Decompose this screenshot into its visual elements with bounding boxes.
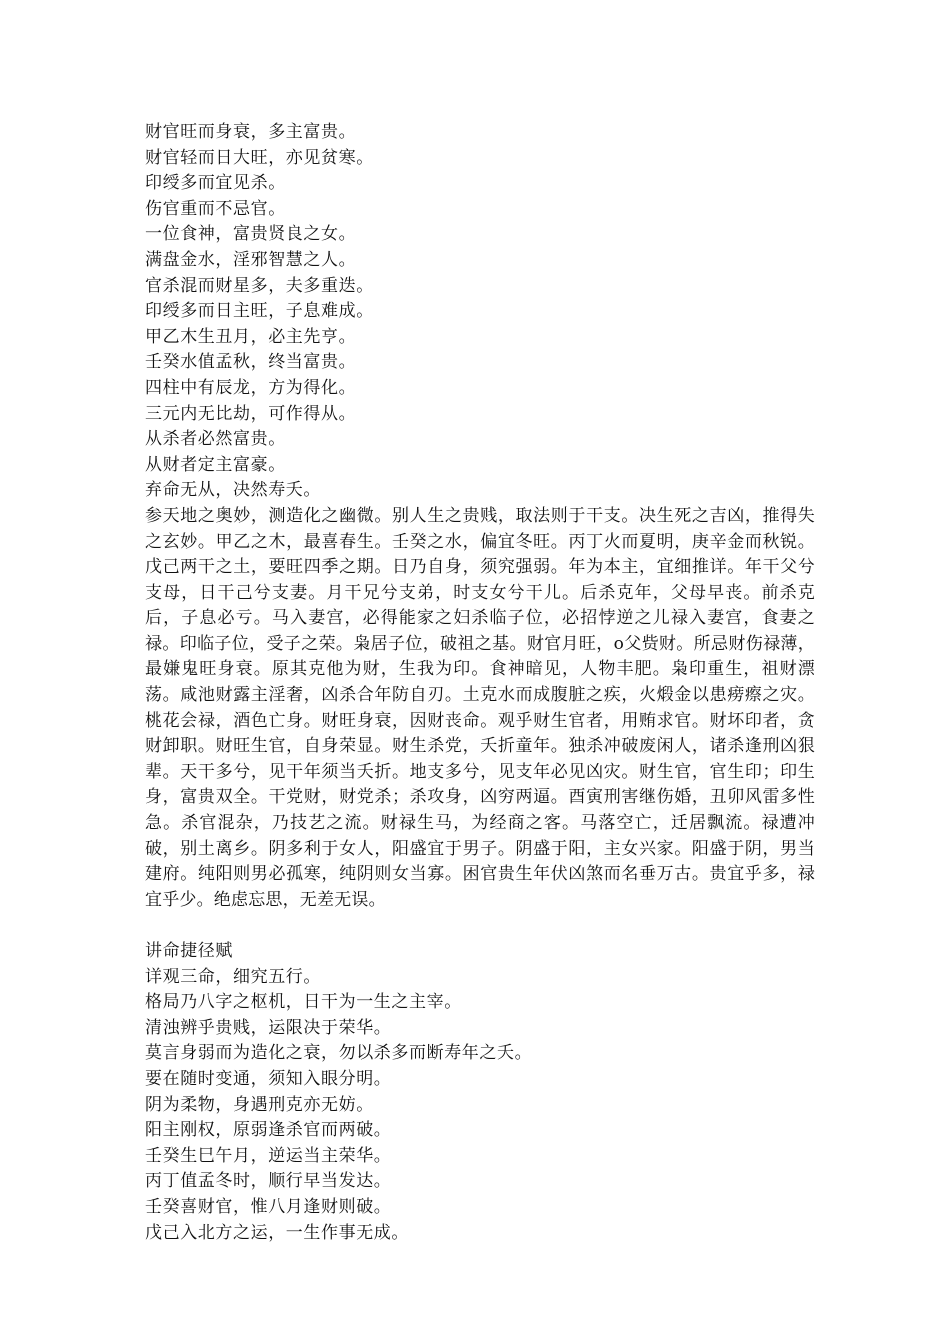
verse-line: 格局乃八字之枢机，日干为一生之主宰。 xyxy=(145,992,462,1013)
verse-line: 丙丁值孟冬时，顺行早当发达。 xyxy=(145,1171,392,1192)
verse-line: 清浊辨乎贵贱，运限决于荣华。 xyxy=(145,1017,392,1038)
verse-line: 阳主刚权，原弱逢杀官而两破。 xyxy=(145,1120,392,1141)
document-page xyxy=(145,120,815,1246)
verse-line: 印绶多而日主旺，子息难成。 xyxy=(145,301,374,322)
verse-line: 详观三命，细究五行。 xyxy=(145,966,321,987)
verse-line: 莫言身弱而为造化之衰，勿以杀多而断寿年之夭。 xyxy=(145,1043,533,1064)
verse-line: 官杀混而财星多，夫多重迭。 xyxy=(145,275,374,296)
verse-line: 壬癸生巳午月，逆运当主荣华。 xyxy=(145,1145,392,1166)
verse-line: 三元内无比劫，可作得从。 xyxy=(145,403,357,424)
verse-line: 要在随时变通，须知入眼分明。 xyxy=(145,1068,392,1089)
body-paragraph: 参天地之奥妙，测造化之幽微。别人生之贵贱，取法则于干支。决生死之吉凶，推得失之玄妙。甲乙之木，最喜春生。壬癸之水，偏宜冬旺。丙丁火而夏明，庚辛金而秋锐。戊己两干之土，要旺四季之期。日乃自身，须究强弱。年为本主，宜细推详。年干父兮支母，日干己兮支妻。月干兄兮支弟，时支女兮干儿。后杀克年，父母早丧。前杀克后，子息必亏。马入妻宫，必得能家之妇杀临子位，必招悖逆之儿禄入妻宫，食妻之禄。印临子位，受子之荣。枭居子位，破祖之基。财官月旺，o父赀财。所忌财伤禄薄，最嫌鬼旺身衰。原其克他为财，生我为印。食神暗见，人物丰肥。枭印重生，祖财漂荡。咸池财露主淫奢，凶杀合年防自刃。土克水而成腹脏之疾，火煅金以患痨瘵之灾。桃花会禄，酒色亡身。财旺身衰，因财丧命。观乎财生官者，用贿求官。财坏印者，贪财卸职。财旺生官，自身荣显。财生杀党，夭折童年。独杀冲破废闲人，诸杀逢刑凶狠辈。天干多兮，见干年须当夭折。地支多兮，见支年必见凶灾。财生官，官生印；印生身，富贵双全。干党财，财党杀；杀攻身，凶穷两逼。酉寅刑害继伤婚，丑卯风雷多性急。杀官混杂，乃技艺之流。财禄生马，为经商之客。马落空亡，迁居飘流。禄遭冲破，别土离乡。阴多利于女人，阳盛宜于男子。阴盛于阳，主女兴家。阳盛于阴，男当建府。纯阳则男必孤寒，纯阴则女当寡。困官贵生年伏凶煞而名垂万古。贵宜乎多，禄宜乎少。绝虑忘思，无差无误。 xyxy=(145,505,815,910)
verse-line: 印绶多而宜见杀。 xyxy=(145,173,286,194)
verse-line: 财官旺而身衰，多主富贵。 xyxy=(145,122,357,142)
verse-line: 壬癸水值孟秋，终当富贵。 xyxy=(145,352,357,373)
verse-line: 伤官重而不忌官。 xyxy=(145,198,286,219)
verse-line: 从财者定主富豪。 xyxy=(145,454,286,475)
verse-line: 财官轻而日大旺，亦见贫寒。 xyxy=(145,147,374,168)
verse-line: 一位食神，富贵贤良之女。 xyxy=(145,224,357,245)
verse-line: 阴为柔物，身遇刑克亦无妨。 xyxy=(145,1094,374,1115)
verse-list-top xyxy=(145,120,815,504)
verse-list-bottom xyxy=(145,965,815,1247)
paragraph-gap xyxy=(145,913,815,939)
verse-line: 从杀者必然富贵。 xyxy=(145,429,286,450)
verse-line: 四柱中有辰龙，方为得化。 xyxy=(145,377,357,398)
verse-line: 壬癸喜财官，惟八月逢财则破。 xyxy=(145,1196,392,1217)
verse-line: 戊己入北方之运，一生作事无成。 xyxy=(145,1222,409,1243)
verse-line: 满盘金水，淫邪智慧之人。 xyxy=(145,249,357,270)
verse-line: 弃命无从，决然寿夭。 xyxy=(145,480,321,501)
section-title: 讲命捷径赋 xyxy=(145,941,233,961)
verse-line: 甲乙木生丑月，必主先亨。 xyxy=(145,326,357,347)
